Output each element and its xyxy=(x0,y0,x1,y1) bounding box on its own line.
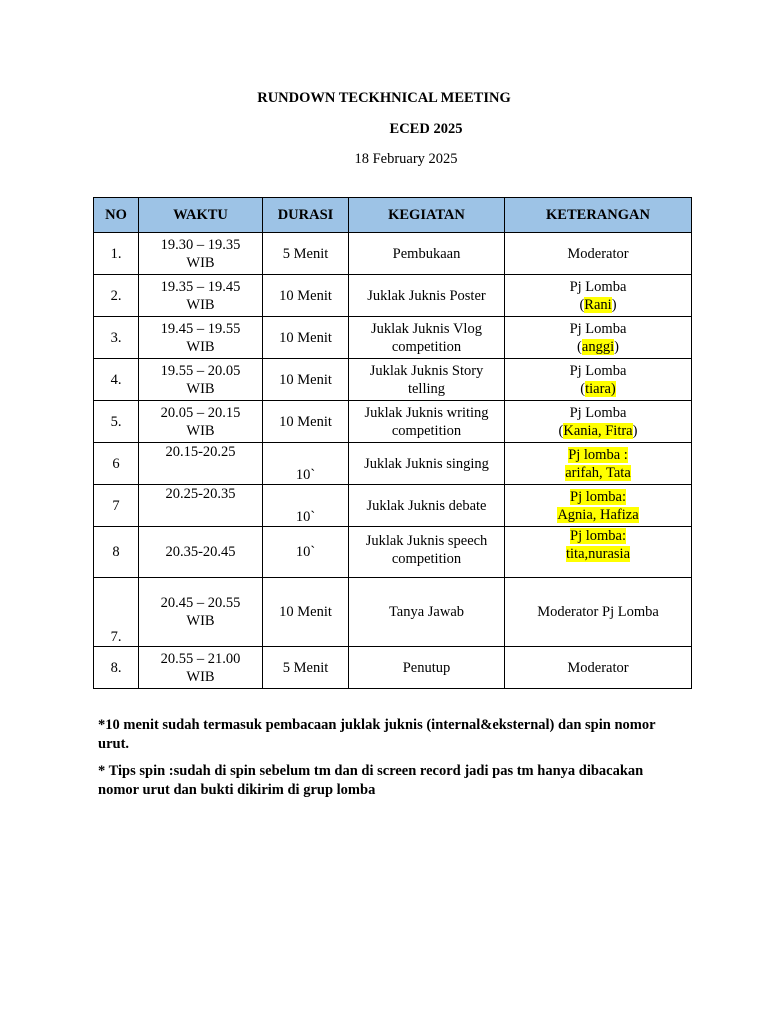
cell-kegiatan: Juklak Juknis debate xyxy=(349,485,505,527)
paren-open: ( xyxy=(558,422,564,439)
cell-no: 6 xyxy=(94,443,139,485)
paren-open: ( xyxy=(579,296,585,313)
pj-name-highlight: arifah, Tata xyxy=(565,464,631,481)
column-header-waktu: WAKTU xyxy=(139,198,263,233)
pj-label: Pj Lomba xyxy=(569,320,627,337)
cell-durasi: 10 Menit xyxy=(263,275,349,317)
cell-durasi: 10` xyxy=(263,443,349,485)
table-row xyxy=(94,527,692,578)
cell-kegiatan: Penutup xyxy=(349,647,505,689)
waktu-zone: WIB xyxy=(186,338,215,355)
waktu-time: 19.45 – 19.55 xyxy=(160,320,241,337)
waktu-zone: WIB xyxy=(186,668,215,685)
cell-waktu xyxy=(139,401,263,443)
waktu-zone: WIB xyxy=(186,613,215,629)
cell-waktu xyxy=(139,647,263,689)
cell-kegiatan: Juklak Juknis Vlog competition xyxy=(349,317,505,359)
cell-keterangan xyxy=(505,485,692,527)
paren-open: ( xyxy=(577,338,582,355)
column-header-durasi: DURASI xyxy=(263,198,349,233)
paren-close: ) xyxy=(614,338,619,355)
cell-durasi: 5 Menit xyxy=(263,233,349,275)
waktu-zone: WIB xyxy=(186,296,215,313)
cell-keterangan: Moderator xyxy=(505,233,692,275)
table-row xyxy=(94,647,692,689)
cell-no: 2. xyxy=(94,275,139,317)
cell-kegiatan: Juklak Juknis speech competition xyxy=(349,527,505,578)
cell-waktu: 20.25-20.35 xyxy=(139,485,263,527)
event-name: ECED 2025 xyxy=(389,121,463,137)
table-row xyxy=(94,233,692,275)
pj-label: Pj Lomba xyxy=(569,362,627,379)
paren-open: ( xyxy=(580,380,586,397)
cell-no: 1. xyxy=(94,233,139,275)
column-header-kegiatan: KEGIATAN xyxy=(349,198,505,233)
cell-kegiatan: Pembukaan xyxy=(349,233,505,275)
column-header-keterangan: KETERANGAN xyxy=(505,198,692,233)
waktu-zone: WIB xyxy=(186,254,215,271)
cell-kegiatan: Juklak Juknis Story telling xyxy=(349,359,505,401)
waktu-zone: WIB xyxy=(186,422,215,439)
paren-close: ) xyxy=(632,422,638,439)
pj-name-highlight: tiara) xyxy=(585,380,616,397)
table-row xyxy=(94,359,692,401)
table-row xyxy=(94,401,692,443)
cell-kegiatan: Tanya Jawab xyxy=(349,578,505,647)
cell-keterangan xyxy=(505,443,692,485)
waktu-time: 19.35 – 19.45 xyxy=(160,278,241,295)
cell-keterangan xyxy=(505,359,692,401)
pj-label-highlight: Pj lomba : xyxy=(568,446,628,463)
cell-durasi: 10 Menit xyxy=(263,317,349,359)
cell-waktu: 20.15-20.25 xyxy=(139,443,263,485)
pj-label: Pj Lomba xyxy=(569,278,627,295)
cell-kegiatan: Juklak Juknis singing xyxy=(349,443,505,485)
cell-durasi: 10` xyxy=(263,485,349,527)
cell-waktu xyxy=(139,233,263,275)
rundown-table xyxy=(93,197,692,689)
cell-durasi: 10 Menit xyxy=(263,578,349,647)
table-row xyxy=(94,317,692,359)
table-row xyxy=(94,275,692,317)
cell-durasi: 5 Menit xyxy=(263,647,349,689)
cell-waktu xyxy=(139,317,263,359)
cell-no: 4. xyxy=(94,359,139,401)
pj-name-highlight: anggi xyxy=(581,338,615,355)
cell-waktu xyxy=(139,359,263,401)
note-duration: *10 menit sudah termasuk pembacaan juklak juknis (internal&eksternal) dan spin nomor urut. xyxy=(98,717,656,752)
cell-no: 8 xyxy=(94,527,139,578)
cell-no: 7 xyxy=(94,485,139,527)
pj-name-highlight: Kania, Fitra xyxy=(563,422,633,439)
pj-name-highlight: Rani xyxy=(584,296,612,313)
cell-no: 5. xyxy=(94,401,139,443)
cell-keterangan xyxy=(505,401,692,443)
document-title: RUNDOWN TECKHNICAL MEETING xyxy=(257,90,511,106)
pj-name-highlight: Agnia, Hafiza xyxy=(557,506,639,523)
cell-durasi: 10` xyxy=(263,527,349,578)
cell-waktu xyxy=(139,275,263,317)
pj-label-highlight: Pj lomba: xyxy=(570,528,626,544)
cell-kegiatan: Juklak Juknis writing competition xyxy=(349,401,505,443)
table-header-row xyxy=(94,198,692,233)
cell-kegiatan: Juklak Juknis Poster xyxy=(349,275,505,317)
cell-keterangan: Moderator xyxy=(505,647,692,689)
column-header-no: NO xyxy=(94,198,139,233)
event-date: 18 February 2025 xyxy=(354,151,458,167)
waktu-time: 19.30 – 19.35 xyxy=(160,236,241,253)
table-row xyxy=(94,443,692,485)
paren-close: ) xyxy=(611,296,617,313)
pj-label-highlight: Pj lomba: xyxy=(570,488,626,505)
table-row xyxy=(94,485,692,527)
cell-keterangan: Moderator Pj Lomba xyxy=(505,578,692,647)
cell-no: 7. xyxy=(94,578,139,647)
cell-waktu: 20.35-20.45 xyxy=(139,527,263,578)
cell-keterangan xyxy=(505,317,692,359)
waktu-time: 20.45 – 20.55 xyxy=(160,595,241,611)
pj-label: Pj Lomba xyxy=(569,404,627,421)
cell-no: 3. xyxy=(94,317,139,359)
note-spin-tips: * Tips spin :sudah di spin sebelum tm dan di screen record jadi pas tm hanya dibacakan nomor urut dan bukti dikirim di grup lomba xyxy=(98,763,644,798)
pj-name-highlight: tita,nurasia xyxy=(565,546,631,562)
waktu-time: 19.55 – 20.05 xyxy=(160,362,241,379)
waktu-time: 20.55 – 21.00 xyxy=(160,650,241,667)
waktu-time: 20.05 – 20.15 xyxy=(160,404,241,421)
cell-durasi: 10 Menit xyxy=(263,401,349,443)
cell-no: 8. xyxy=(94,647,139,689)
waktu-zone: WIB xyxy=(186,380,215,397)
cell-waktu xyxy=(139,578,263,647)
cell-keterangan xyxy=(505,527,692,578)
table-row xyxy=(94,578,692,647)
cell-keterangan xyxy=(505,275,692,317)
cell-durasi: 10 Menit xyxy=(263,359,349,401)
